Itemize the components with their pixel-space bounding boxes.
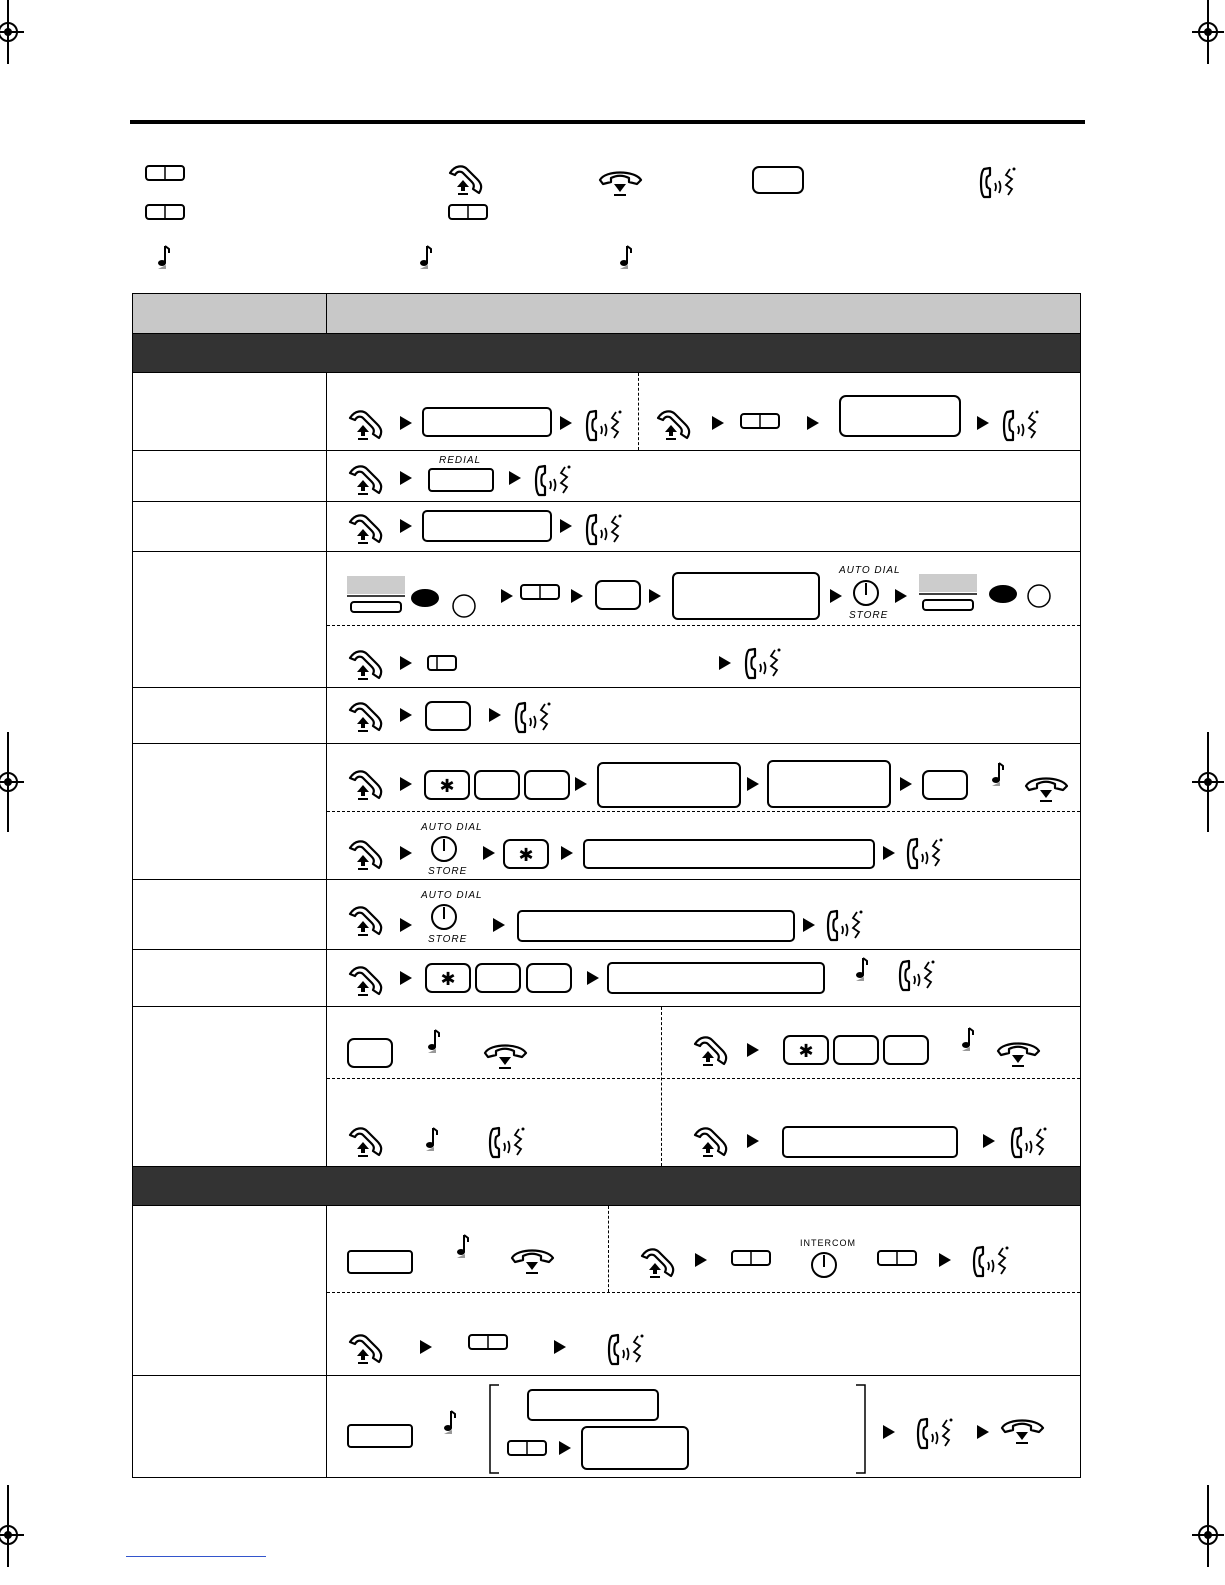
panel-icon	[347, 576, 407, 616]
table-row	[133, 1007, 1081, 1167]
star-key[interactable]	[503, 839, 549, 869]
arrow-icon	[830, 589, 844, 603]
tone-icon	[989, 760, 1009, 788]
talk-icon	[897, 958, 941, 994]
auto-dial-store-button[interactable]	[431, 904, 459, 932]
arrow-icon	[695, 1253, 709, 1267]
tone-icon	[417, 243, 437, 271]
arrow-icon	[747, 777, 761, 791]
table-row	[133, 744, 1081, 880]
arrow-icon	[983, 1134, 997, 1148]
onhook-icon	[995, 1037, 1043, 1069]
talk-icon	[487, 1125, 531, 1161]
arrow-icon	[400, 416, 414, 430]
arrow-icon	[560, 519, 574, 533]
arrow-icon	[977, 1425, 991, 1439]
key-button[interactable]	[526, 963, 572, 993]
number-field[interactable]	[583, 839, 875, 869]
arrow-icon	[400, 846, 414, 860]
table-header	[133, 294, 1081, 334]
tone-icon	[155, 243, 175, 271]
arrow-icon	[803, 918, 817, 932]
talk-icon	[533, 463, 577, 499]
table-row	[133, 1376, 1081, 1478]
arrow-icon	[483, 846, 497, 860]
redial-label: REDIAL	[439, 455, 482, 466]
bracket-right	[855, 1384, 867, 1474]
button-icon[interactable]	[468, 1334, 508, 1350]
table-row	[133, 502, 1081, 552]
onhook-icon	[999, 1414, 1047, 1446]
operation-table	[132, 293, 1081, 1478]
number-field[interactable]	[782, 1126, 958, 1158]
arrow-icon	[493, 918, 507, 932]
led-icon	[987, 584, 1021, 604]
key-button[interactable]	[524, 770, 570, 800]
auto-dial-label: AUTO DIAL	[421, 890, 483, 901]
table-row	[133, 950, 1081, 1007]
auto-dial-label: AUTO DIAL	[839, 565, 901, 576]
onhook-icon	[1023, 772, 1071, 804]
arrow-icon	[560, 416, 574, 430]
star-label: ✱	[440, 969, 456, 990]
offhook-icon	[447, 163, 489, 199]
key-button[interactable]	[595, 580, 641, 610]
tone-icon	[441, 1408, 461, 1436]
table-row	[133, 880, 1081, 950]
number-field[interactable]	[581, 1426, 689, 1470]
star-label: ✱	[518, 845, 534, 866]
led-off-icon	[1027, 584, 1053, 610]
key-button[interactable]	[474, 770, 520, 800]
key-button[interactable]	[347, 1038, 393, 1068]
star-key[interactable]	[424, 770, 470, 800]
onhook-icon	[597, 166, 645, 198]
arrow-icon	[712, 416, 726, 430]
offhook-icon	[655, 408, 697, 444]
key-icon	[752, 166, 804, 194]
key-button[interactable]	[475, 963, 521, 993]
key-button[interactable]	[922, 770, 968, 800]
offhook-icon	[347, 700, 389, 736]
talk-icon	[971, 1244, 1015, 1280]
auto-dial-store-button[interactable]	[431, 836, 459, 864]
intercom-button[interactable]	[811, 1252, 839, 1280]
table-row	[133, 688, 1081, 744]
offhook-icon	[347, 463, 389, 499]
talk-icon	[606, 1332, 650, 1368]
tone-icon	[853, 955, 873, 983]
arrow-icon	[400, 471, 414, 485]
arrow-icon	[900, 777, 914, 791]
offhook-icon	[347, 408, 389, 444]
talk-icon	[743, 646, 787, 682]
tone-icon	[423, 1125, 443, 1153]
offhook-icon	[347, 1332, 389, 1368]
talk-icon	[584, 408, 628, 444]
talk-icon	[1001, 408, 1045, 444]
button-icon	[448, 204, 488, 220]
arrow-icon	[939, 1253, 953, 1267]
tone-icon	[454, 1232, 474, 1260]
arrow-icon	[883, 1425, 897, 1439]
button-icon[interactable]	[740, 413, 780, 429]
arrow-icon	[400, 656, 414, 670]
offhook-icon	[692, 1125, 734, 1161]
star-label: ✱	[798, 1041, 814, 1062]
line-button[interactable]	[347, 1250, 413, 1274]
offhook-icon	[347, 512, 389, 548]
talk-icon	[584, 512, 628, 548]
tone-icon	[959, 1025, 979, 1053]
talk-icon	[915, 1416, 959, 1452]
arrow-icon	[649, 589, 663, 603]
registration-mark	[1190, 1515, 1225, 1555]
store-label: STORE	[428, 934, 468, 945]
talk-icon	[978, 165, 1022, 201]
arrow-icon	[561, 846, 575, 860]
registration-mark	[0, 762, 36, 802]
number-field[interactable]	[607, 962, 825, 994]
bracket-left	[489, 1384, 501, 1474]
offhook-icon	[347, 768, 389, 804]
panel-icon	[919, 574, 979, 614]
table-row	[133, 373, 1081, 451]
offhook-icon	[347, 1125, 389, 1161]
intercom-label: INTERCOM	[800, 1238, 856, 1248]
arrow-icon	[400, 519, 414, 533]
onhook-icon	[509, 1244, 557, 1276]
table-row	[133, 1206, 1081, 1376]
arrow-icon	[575, 777, 589, 791]
arrow-icon	[400, 708, 414, 722]
arrow-icon	[509, 471, 523, 485]
arrow-icon	[489, 708, 503, 722]
onhook-icon	[482, 1039, 530, 1071]
arrow-icon	[719, 656, 733, 670]
number-field[interactable]	[672, 572, 820, 620]
line-button[interactable]	[347, 1424, 413, 1448]
number-field[interactable]	[422, 510, 552, 542]
key-button[interactable]	[883, 1035, 929, 1065]
button-icon	[145, 204, 185, 220]
offhook-icon	[347, 904, 389, 940]
arrow-icon	[747, 1043, 761, 1057]
arrow-icon	[400, 971, 414, 985]
arrow-icon	[807, 416, 821, 430]
number-field[interactable]	[527, 1389, 659, 1421]
arrow-icon	[559, 1441, 573, 1455]
table-row	[133, 451, 1081, 502]
offhook-icon	[639, 1246, 681, 1282]
arrow-icon	[501, 589, 515, 603]
led-off-icon	[452, 594, 478, 620]
button-icon[interactable]	[731, 1250, 771, 1266]
number-field[interactable]	[597, 762, 741, 808]
star-key[interactable]	[425, 963, 471, 993]
redial-button[interactable]	[428, 468, 494, 492]
talk-icon	[905, 836, 949, 872]
small-button-icon[interactable]	[427, 655, 457, 671]
section-header	[133, 334, 1081, 373]
section-header	[133, 1167, 1081, 1206]
button-icon[interactable]	[507, 1440, 547, 1456]
registration-mark	[1190, 762, 1225, 802]
tone-icon	[617, 243, 637, 271]
number-field[interactable]	[517, 910, 795, 942]
key-button[interactable]	[833, 1035, 879, 1065]
arrow-icon	[747, 1134, 761, 1148]
offhook-icon	[347, 964, 389, 1000]
auto-dial-label: AUTO DIAL	[421, 822, 483, 833]
led-icon	[409, 588, 443, 608]
offhook-icon	[692, 1034, 734, 1070]
talk-icon	[1009, 1125, 1053, 1161]
button-icon[interactable]	[877, 1250, 917, 1266]
offhook-icon	[347, 648, 389, 684]
arrow-icon	[977, 416, 991, 430]
number-field[interactable]	[422, 407, 552, 437]
offhook-icon	[347, 838, 389, 874]
star-label: ✱	[439, 776, 455, 797]
button-icon[interactable]	[520, 584, 560, 600]
arrow-icon	[400, 918, 414, 932]
number-field[interactable]	[839, 395, 961, 437]
arrow-icon	[554, 1340, 568, 1354]
arrow-icon	[400, 777, 414, 791]
table-row	[133, 552, 1081, 688]
arrow-icon	[571, 589, 585, 603]
registration-mark	[1190, 12, 1225, 52]
registration-mark	[0, 1515, 36, 1555]
store-label: STORE	[849, 610, 889, 621]
tone-icon	[425, 1027, 445, 1055]
auto-dial-store-button[interactable]	[853, 580, 881, 608]
footer-link-line	[126, 1556, 266, 1557]
talk-icon	[825, 908, 869, 944]
talk-icon	[513, 700, 557, 736]
arrow-icon	[587, 971, 601, 985]
arrow-icon	[883, 846, 897, 860]
arrow-icon	[420, 1340, 434, 1354]
store-label: STORE	[428, 866, 468, 877]
registration-mark	[0, 12, 36, 52]
arrow-icon	[895, 589, 909, 603]
star-key[interactable]	[783, 1035, 829, 1065]
title-rule	[130, 120, 1085, 124]
number-field[interactable]	[767, 760, 891, 808]
key-button[interactable]	[425, 701, 471, 731]
button-icon	[145, 165, 185, 181]
